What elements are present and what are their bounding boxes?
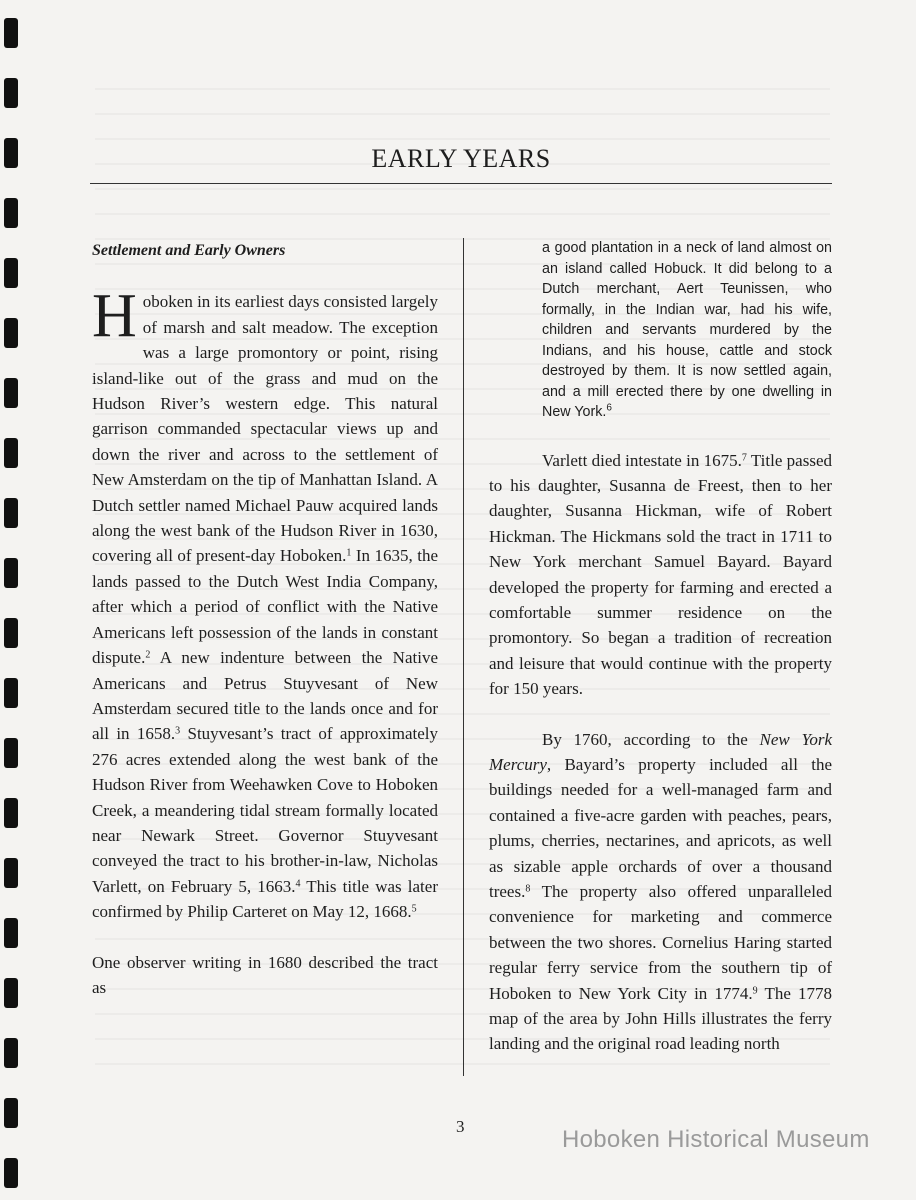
- paragraph: One observer writing in 1680 described the tract as: [92, 952, 438, 997]
- footnote-ref: 8: [525, 883, 531, 895]
- binding-coil: [4, 618, 18, 648]
- binding-coil: [4, 858, 18, 888]
- footnote-ref: 2: [145, 649, 151, 661]
- right-column: [489, 238, 832, 1057]
- footnote-ref: 3: [175, 725, 181, 737]
- binding-coil: [4, 1158, 18, 1188]
- binding-coil: [4, 798, 18, 828]
- binding-coil: [4, 258, 18, 288]
- footnote-ref: 6: [606, 402, 612, 414]
- binding-coil: [4, 1098, 18, 1128]
- column-divider: [463, 238, 464, 1076]
- page-number: 3: [456, 1117, 465, 1136]
- binding-coil: [4, 318, 18, 348]
- binding-coil: [4, 18, 18, 48]
- binding-coil: [4, 978, 18, 1008]
- footnote-ref: 7: [741, 452, 747, 463]
- binding-coil: [4, 738, 18, 768]
- binding-coil: [4, 378, 18, 408]
- publication-title: New York Mercury: [489, 729, 832, 774]
- binding-coil: [4, 498, 18, 528]
- spiral-binding: [0, 0, 28, 1200]
- binding-coil: [4, 438, 18, 468]
- paragraph: Hoboken in its earliest days consisted largely of marsh and salt meadow. The exception was a large promontory or point, rising island-like out of the grass and mud on the Hudson River’s western edge. This natural garrison commanded spectacular views up and down the river and across to the settlement of New Amsterdam on the tip of Manhattan Island. A Dutch settler named Michael Pauw acquired lands along the west bank of the Hudson River in 1630, covering all of present-day Hoboken.$^1$ In 1635, the lands passed to the Dutch West India Company, after which a period of conflict with the Native Americans left possession of the lands in constant dispute.$^2$ A new indenture between the Native Americans and Petrus Stuyvesant of New Amsterdam secured title to the lands once and for all in 1658.$^3$ Stuyvesant’s tract of approximately 276 acres extended along the west bank of the Hudson River from Weehawken Cove to Hoboken Creek, a meandering tidal stream formally located near Newark Street. Governor Stuyvesant conveyed the tract to his brother-in-law, Nicholas Varlett, on February 5, 1663.$^4$ This title was later confirmed by Philip Carteret on May 12, 1668.$^5$: [92, 282, 439, 922]
- binding-coil: [4, 1038, 18, 1068]
- binding-coil: [4, 678, 18, 708]
- binding-coil: [4, 78, 18, 108]
- section-heading: Settlement and Early Owners: [92, 242, 286, 259]
- paragraph: By 1760, according to the New York Mercury, Bayard’s property included all the buildings needed for a well-managed farm and contained a five-acre garden with peaches, pears, plums, cherries, nectarines, and apricots, as well as sizable apple orchards of over a thousand trees.$^8$ The property also offered unparalleled convenience for marketing and commerce between the two shores. Cornelius Haring started regular ferry service from the southern tip of Hoboken to New York City in 1774.$^9$ The 1778 map of the area by John Hills illustrates the ferry landing and the original road leading north: [489, 729, 832, 1054]
- binding-coil: [4, 918, 18, 948]
- footnote-ref: 5: [411, 903, 417, 915]
- footnote-ref: 9: [752, 985, 758, 997]
- drop-cap: H: [92, 282, 137, 351]
- left-column: [92, 238, 438, 1000]
- block-quote: a good plantation in a neck of land almost on an island called Hobuck. It did belong to a Dutch merchant, Aert Teunissen, who formally, in the Indian war, had his wife, children and servants murdered by the Indians, and his house, cattle and stock destroyed by them. It is now settled again, and a mill erected there by one dwelling in New York.$^6$: [542, 240, 832, 420]
- binding-coil: [4, 138, 18, 168]
- footnote-ref: 4: [295, 878, 301, 890]
- footnote-ref: 1: [346, 547, 352, 559]
- title-rule: [90, 183, 832, 184]
- chapter-title: EARLY YEARS: [371, 144, 551, 173]
- binding-coil: [4, 558, 18, 588]
- museum-watermark: Hoboken Historical Museum: [562, 1126, 870, 1153]
- binding-coil: [4, 198, 18, 228]
- paragraph: Varlett died intestate in 1675.$^7$ Title passed to his daughter, Susanna de Freest, then to her daughter, Susanna Hickman, wife of Robert Hickman. The Hickmans sold the tract in 1711 to New York merchant Samuel Bayard. Bayard developed the property for farming and erected a comfortable summer residence on the promontory. So began a tradition of recreation and leisure that would continue with the property for 150 years.: [489, 450, 832, 699]
